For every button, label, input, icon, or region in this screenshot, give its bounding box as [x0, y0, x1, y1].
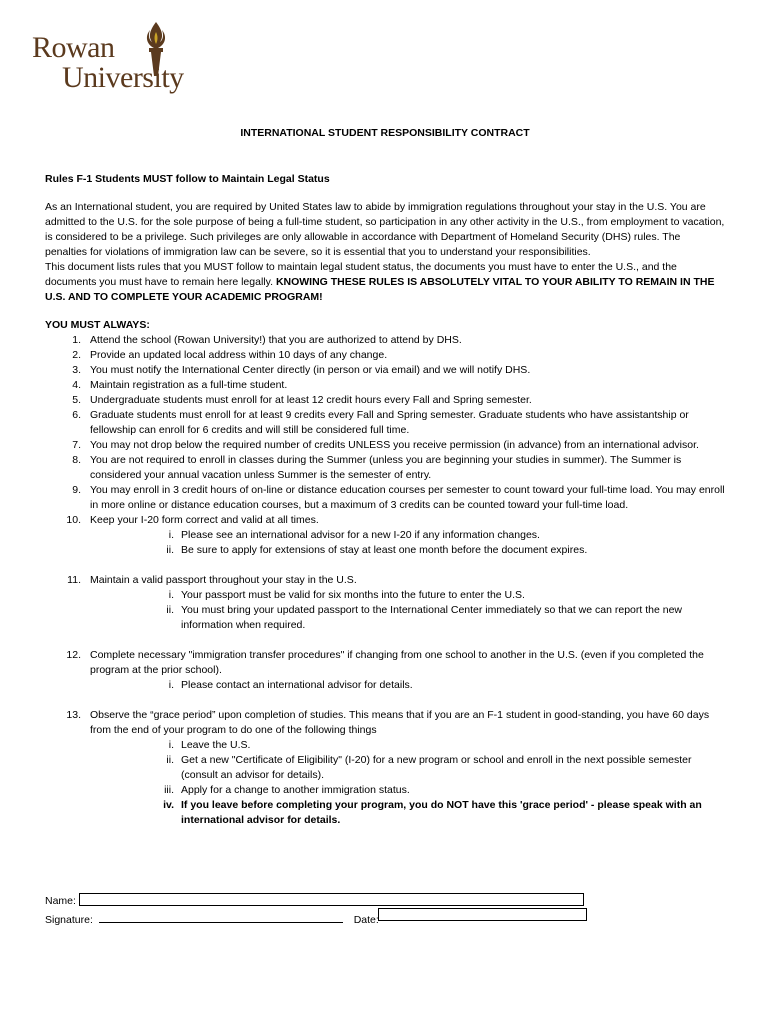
intro-paragraph-2: [45, 260, 725, 305]
item-number: 1.: [72, 334, 81, 346]
sub-item-number: iv.: [163, 799, 174, 811]
item-text: Maintain a valid passport throughout your stay in the U.S.: [90, 574, 357, 586]
list-item: [45, 378, 725, 393]
sub-item-text: Please see an international advisor for a new I-20 if any information changes.: [181, 529, 540, 541]
sub-item-number: i.: [168, 589, 174, 601]
signature-label: Signature:: [45, 914, 93, 926]
sub-item-number: ii.: [166, 544, 174, 556]
item-text: Observe the “grace period” upon completion of studies. This means that if you are an F-1 student in good-standing, you have 60 days from the end of your program to do one of the following things: [90, 709, 710, 736]
document-body: [45, 172, 725, 828]
rules-list-11: [45, 573, 725, 588]
sub-item-text: Get a new "Certificate of Eligibility" (I-20) for a new program or school and enroll in the next possible semester (consult an advisor for details).: [181, 754, 692, 781]
name-label: Name:: [45, 895, 76, 907]
item-text: Complete necessary "immigration transfer procedures" if changing from one school to another in the U.S. (even if you completed the program at the prior school).: [90, 649, 704, 676]
date-field[interactable]: [378, 908, 587, 921]
item-number: 9.: [72, 484, 81, 496]
sub-item: [45, 588, 725, 603]
rules-list-12: [45, 648, 725, 678]
rules-list: [45, 333, 725, 528]
item-text: Provide an updated local address within 10 days of any change.: [90, 349, 388, 361]
list-item: [45, 393, 725, 408]
item-number: 8.: [72, 454, 81, 466]
sub-item-text: Be sure to apply for extensions of stay at least one month before the document expires.: [181, 544, 588, 556]
item-text: Maintain registration as a full-time student.: [90, 379, 288, 391]
list-item: [45, 363, 725, 378]
list-item: [45, 438, 725, 453]
item-number: 6.: [72, 409, 81, 421]
sub-item-number: ii.: [166, 754, 174, 766]
item-text: Keep your I-20 form correct and valid at all times.: [90, 514, 319, 526]
list-item: [45, 333, 725, 348]
list-item: [45, 453, 725, 483]
sub-item: [45, 678, 725, 693]
sub-item-number: i.: [168, 679, 174, 691]
item-number: 7.: [72, 439, 81, 451]
sub-item-text: Please contact an international advisor for details.: [181, 679, 413, 691]
rules-list-13: [45, 708, 725, 738]
item-text: You may not drop below the required number of credits UNLESS you receive permission (in advance) from an international advisor.: [90, 439, 699, 451]
sub-item-text: You must bring your updated passport to the International Center immediately so that we can report the new information when required.: [181, 604, 682, 631]
item-number: 12.: [66, 649, 81, 661]
signature-row: [45, 911, 379, 926]
item-text: Attend the school (Rowan University!) that you are authorized to attend by DHS.: [90, 334, 462, 346]
intro-paragraph-2-text: This document lists rules that you MUST follow to maintain legal student status, the documents you must have to enter the U.S., and the documents you must have to remain here legally.: [45, 261, 677, 288]
list-item: [45, 483, 725, 513]
sub-item: [45, 798, 725, 828]
sub-item-number: i.: [168, 739, 174, 751]
sub-item-text: Apply for a change to another immigration status.: [181, 784, 410, 796]
item-text: Undergraduate students must enroll for at least 12 credit hours every Fall and Spring semester.: [90, 394, 532, 406]
item-number: 4.: [72, 379, 81, 391]
list-item: [45, 513, 725, 528]
item-text: You may enroll in 3 credit hours of on-line or distance education courses per semester to count toward your full-time load. You may enroll in more online or distance education courses, but a maximum of 3 credits can be counted toward your full-time load.: [90, 484, 725, 511]
intro-paragraph-1: As an International student, you are required by United States law to abide by immigration regulations throughout your stay in the U.S. You are admitted to the U.S. for the sole purpose of being a full-time student, so participation in any other activity in the U.S., from employment to vacation, is considered to be a privilege. Such privileges are only allowable in accordance with Department of Homeland Security (DHS) rules. The penalties for violations of immigration law can be severe, so it is essential that you to understand your responsibilities.: [45, 201, 725, 258]
sub-item: [45, 753, 725, 783]
rules-heading: Rules F-1 Students MUST follow to Maintain Legal Status: [45, 173, 330, 185]
sub-item-number: i.: [168, 529, 174, 541]
list-item: [45, 348, 725, 363]
item-number: 11.: [67, 574, 81, 586]
date-label: Date:: [353, 914, 379, 926]
sub-item: [45, 603, 725, 633]
sub-item: [45, 738, 725, 753]
logo-word-rowan: Rowan: [32, 31, 115, 64]
sub-item: [45, 543, 725, 558]
item-number: 5.: [72, 394, 81, 406]
sub-item: [45, 783, 725, 798]
item-number: 10.: [66, 514, 81, 526]
item-number: 13.: [66, 709, 81, 721]
logo-word-university: University: [62, 61, 184, 94]
item-number: 2.: [72, 349, 81, 361]
item-text: Graduate students must enroll for at least 9 credits every Fall and Spring semester. Graduate students who have assistantship or fellowship can enroll for 6 credits and will still be considered full time.: [90, 409, 689, 436]
list-item: [45, 573, 725, 588]
rowan-university-logo: [32, 18, 192, 102]
list-item: [45, 708, 725, 738]
sub-item-number: ii.: [166, 604, 174, 616]
sub-item-number: iii.: [164, 784, 174, 796]
list-item: [45, 408, 725, 438]
sub-item-text: Leave the U.S.: [181, 739, 251, 751]
must-heading: YOU MUST ALWAYS:: [45, 319, 150, 331]
sub-item-text: If you leave before completing your program, you do NOT have this 'grace period' - please speak with an international advisor for details.: [181, 799, 702, 826]
item-text: You must notify the International Center directly (in person or via email) and we will notify DHS.: [90, 364, 531, 376]
item-number: 3.: [72, 364, 81, 376]
name-field[interactable]: [79, 893, 584, 906]
intro-paragraph-2-bold: KNOWING THESE RULES IS ABSOLUTELY VITAL TO YOUR ABILITY TO REMAIN IN THE U.S. AND TO COMPLETE YOUR ACADEMIC PROGRAM!: [45, 276, 715, 303]
list-item: [45, 648, 725, 678]
page-title: INTERNATIONAL STUDENT RESPONSIBILITY CONTRACT: [240, 127, 530, 139]
sub-item: [45, 528, 725, 543]
signature-field[interactable]: [99, 911, 343, 923]
sub-item-text: Your passport must be valid for six months into the future to enter the U.S.: [181, 589, 525, 601]
item-text: You are not required to enroll in classes during the Summer (unless you are beginning your studies in summer). The Summer is considered your annual vacation unless Summer is the semester of entry.: [90, 454, 682, 481]
name-row: [45, 895, 76, 907]
